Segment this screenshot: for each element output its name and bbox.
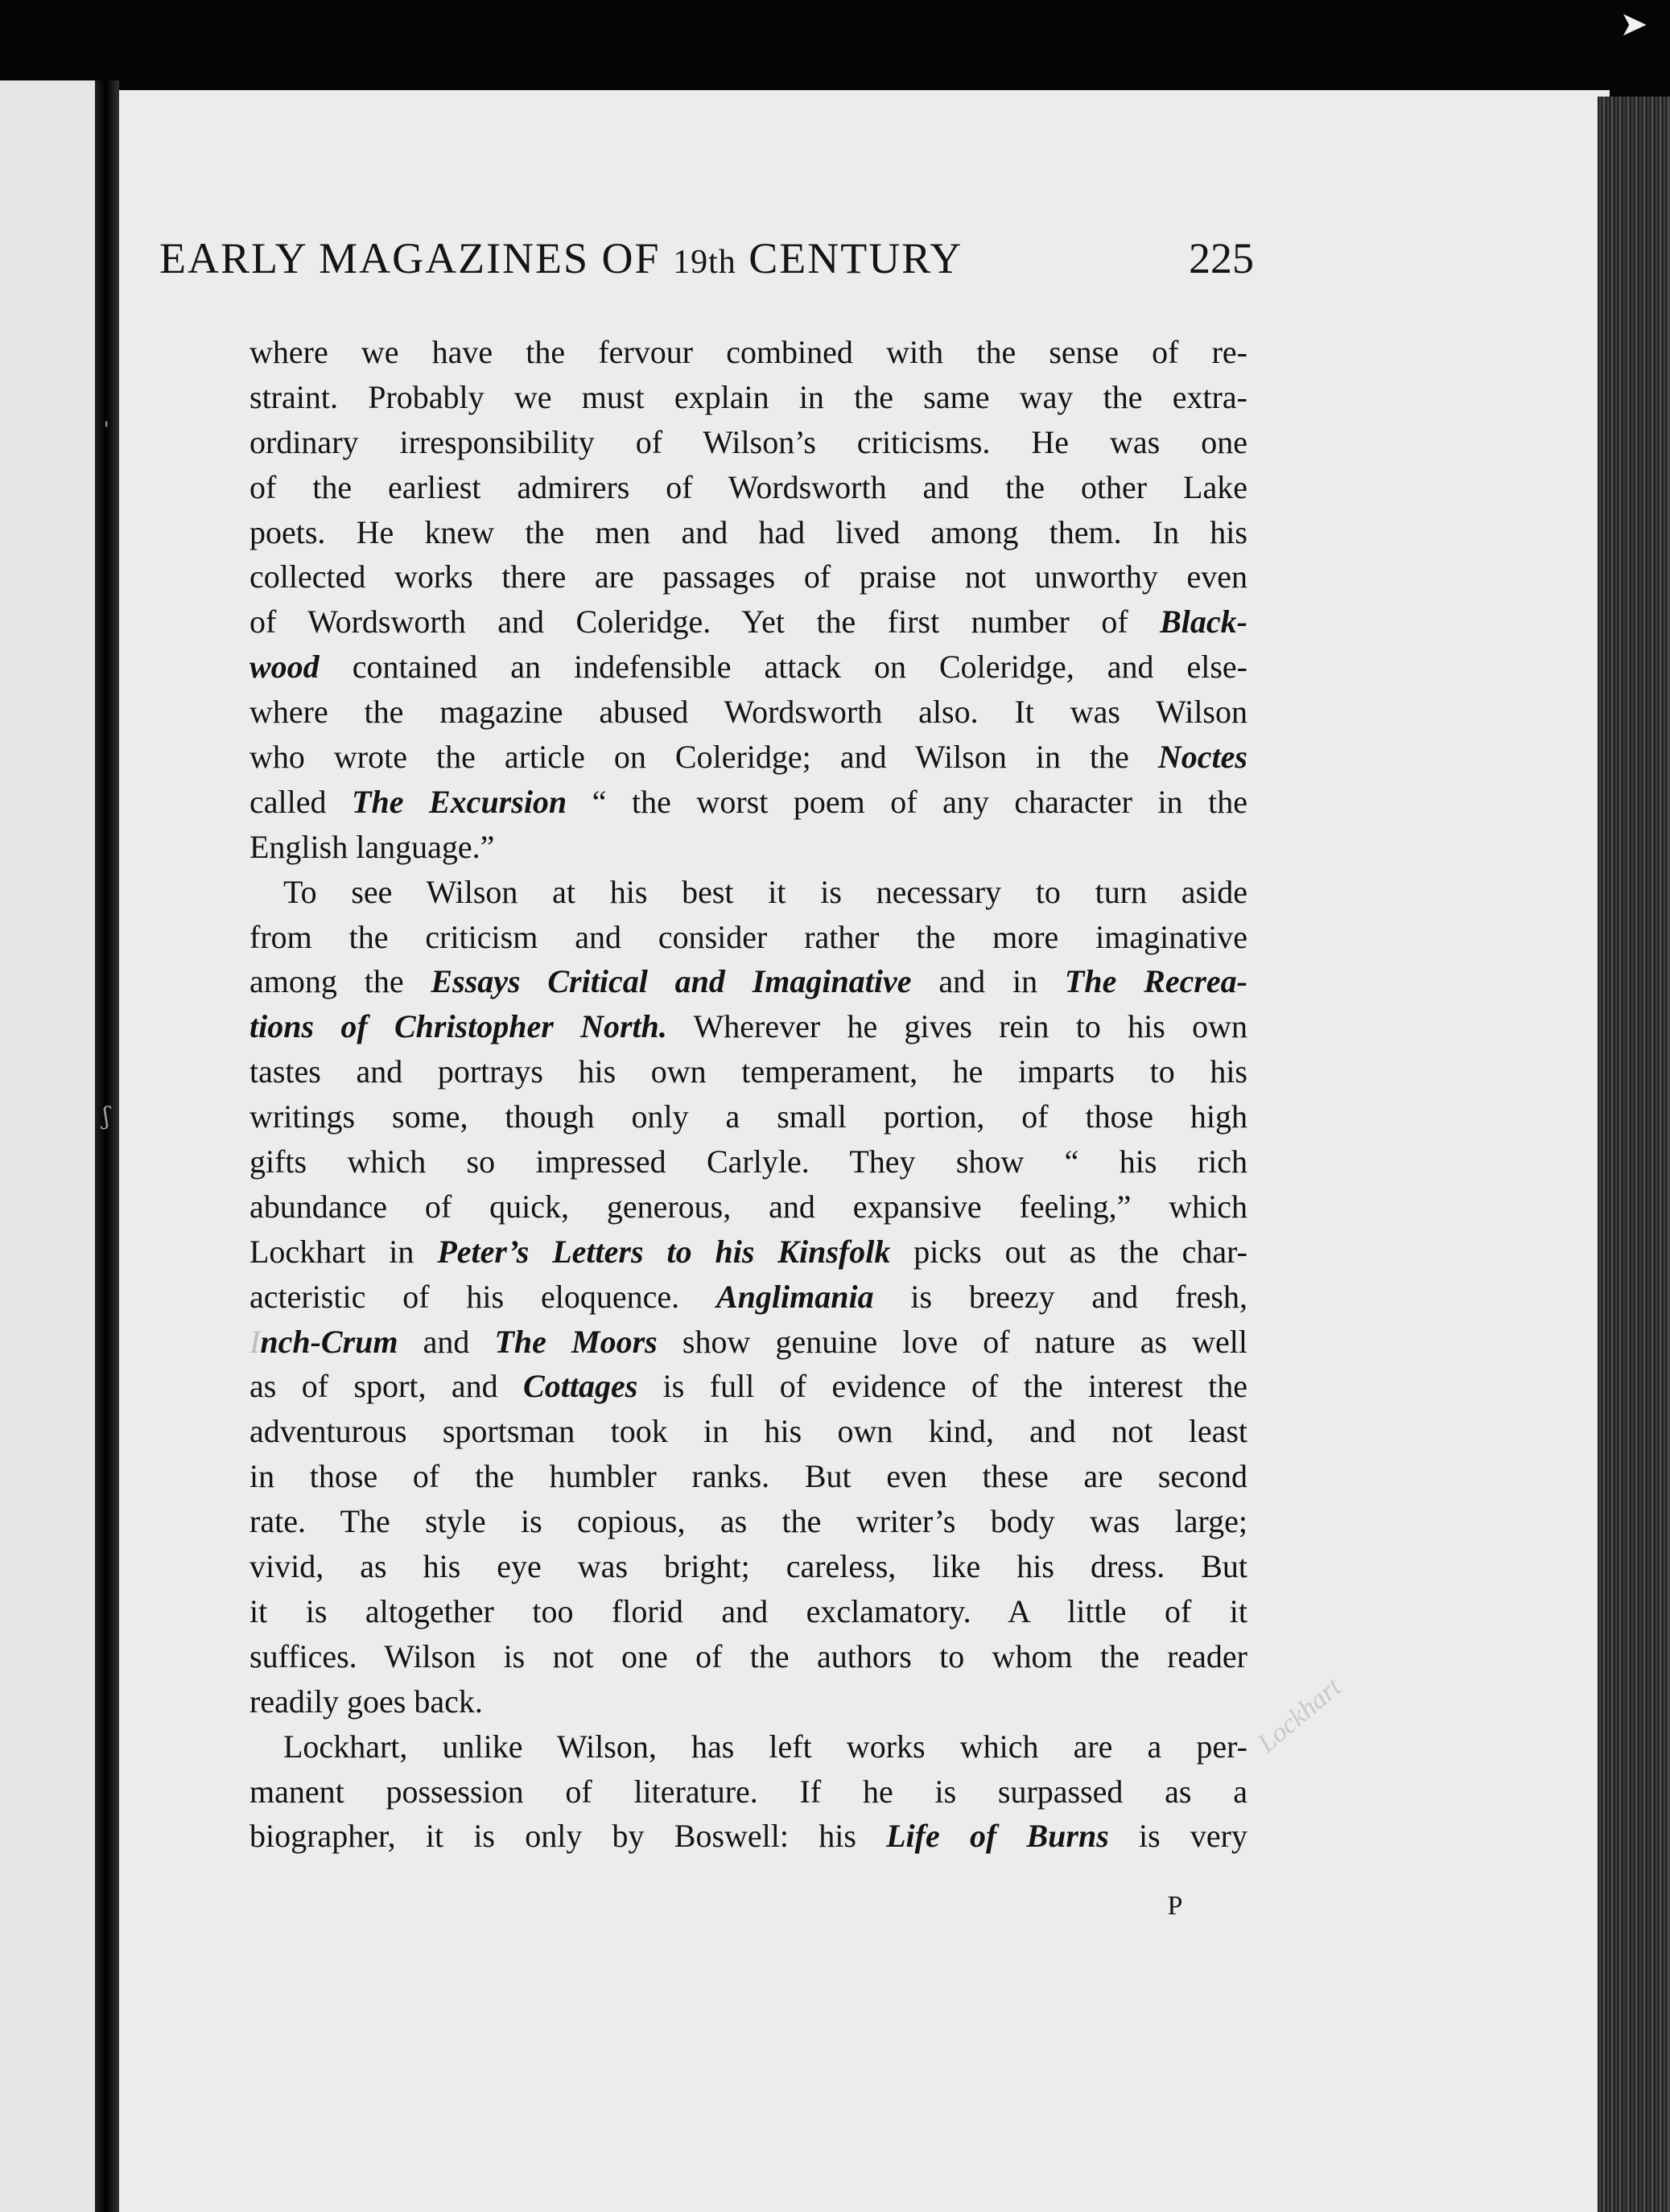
text-line: English language.” — [249, 828, 495, 865]
text-line: writings some, though only a small portion, of those high — [249, 1098, 1247, 1135]
text-line: collected works there are passages of praise not unworthy even — [249, 558, 1247, 595]
text-line: acteristic of his eloquence. Anglimania is breezy and fresh, — [249, 1278, 1247, 1315]
text-line: of Wordsworth and Coleridge. Yet the first number of Black- — [249, 603, 1247, 641]
page-edges-stack — [1598, 97, 1670, 2212]
text-line: poets. He knew the men and had lived among them. In his — [249, 513, 1247, 550]
running-head — [159, 233, 1254, 298]
signature-mark: P — [1167, 1891, 1183, 1921]
text-line: tions of Christopher North. Wherever he gives rein to his own — [249, 1008, 1247, 1045]
body-text — [249, 330, 1247, 1859]
text-line: Inch-Crum and The Moors show genuine love of nature as well — [249, 1323, 1247, 1360]
text-line: among the Essays Critical and Imaginative and in The Recrea- — [249, 963, 1248, 1000]
page-number: 225 — [1189, 234, 1254, 282]
text-line: readily goes back. — [249, 1683, 483, 1720]
text-line: gifts which so impressed Carlyle. They show “ his rich — [249, 1143, 1247, 1180]
text-line: To see Wilson at his best it is necessary to turn aside — [283, 873, 1247, 910]
book-gutter — [95, 80, 119, 2212]
text-line: straint. Probably we must explain in the same way the extra- — [249, 378, 1247, 415]
text-line: it is altogether too florid and exclamatory. A little of it — [249, 1592, 1247, 1629]
facing-page-edge — [0, 80, 97, 2212]
text-line: rate. The style is copious, as the writer’s body was large; — [249, 1503, 1247, 1540]
text-line: as of sport, and Cottages is full of evidence of the interest the — [249, 1368, 1247, 1405]
text-line: abundance of quick, generous, and expansive feeling,” which — [249, 1188, 1247, 1225]
margin-pencil-mark: ˌ — [103, 402, 110, 430]
text-line: ordinary irresponsibility of Wilson’s criticisms. He was one — [249, 423, 1247, 460]
scan-corner-arrow-icon: ➤ — [1619, 4, 1648, 43]
text-line: wood contained an indefensible attack on Coleridge, and else- — [249, 649, 1247, 686]
scan-top-border — [0, 0, 1670, 97]
text-line: vivid, as his eye was bright; careless, like his dress. But — [249, 1548, 1247, 1585]
text-line: manent possession of literature. If he is surpassed as a — [249, 1773, 1247, 1810]
text-line: from the criticism and consider rather the more imaginative — [249, 918, 1247, 955]
text-line: who wrote the article on Coleridge; and Wilson in the Noctes — [249, 739, 1247, 776]
running-title: EARLY MAGAZINES OF 19th CENTURY — [159, 234, 963, 282]
text-line: in those of the humbler ranks. But even these are second — [249, 1458, 1247, 1495]
pencil-margin-note: Lockhart — [1251, 1672, 1347, 1759]
text-line: called The Excursion “ the worst poem of any character in the — [249, 783, 1247, 820]
margin-pencil-mark: ʃ — [103, 1102, 110, 1131]
text-line: where we have the fervour combined with the sense of re- — [249, 334, 1247, 370]
text-line: Lockhart in Peter’s Letters to his Kinsfolk picks out as the char- — [249, 1233, 1247, 1270]
text-line: tastes and portrays his own temperament, he imparts to his — [249, 1053, 1247, 1090]
text-line: where the magazine abused Wordsworth also. It was Wilson — [249, 694, 1247, 731]
text-line: suffices. Wilson is not one of the authors to whom the reader — [249, 1637, 1247, 1674]
text-line: biographer, it is only by Boswell: his Life of Burns is very — [249, 1818, 1247, 1855]
text-line: Lockhart, unlike Wilson, has left works which are a per- — [283, 1728, 1247, 1765]
text-line: adventurous sportsman took in his own kind, and not least — [249, 1413, 1247, 1450]
text-line: of the earliest admirers of Wordsworth and the other Lake — [249, 468, 1247, 505]
